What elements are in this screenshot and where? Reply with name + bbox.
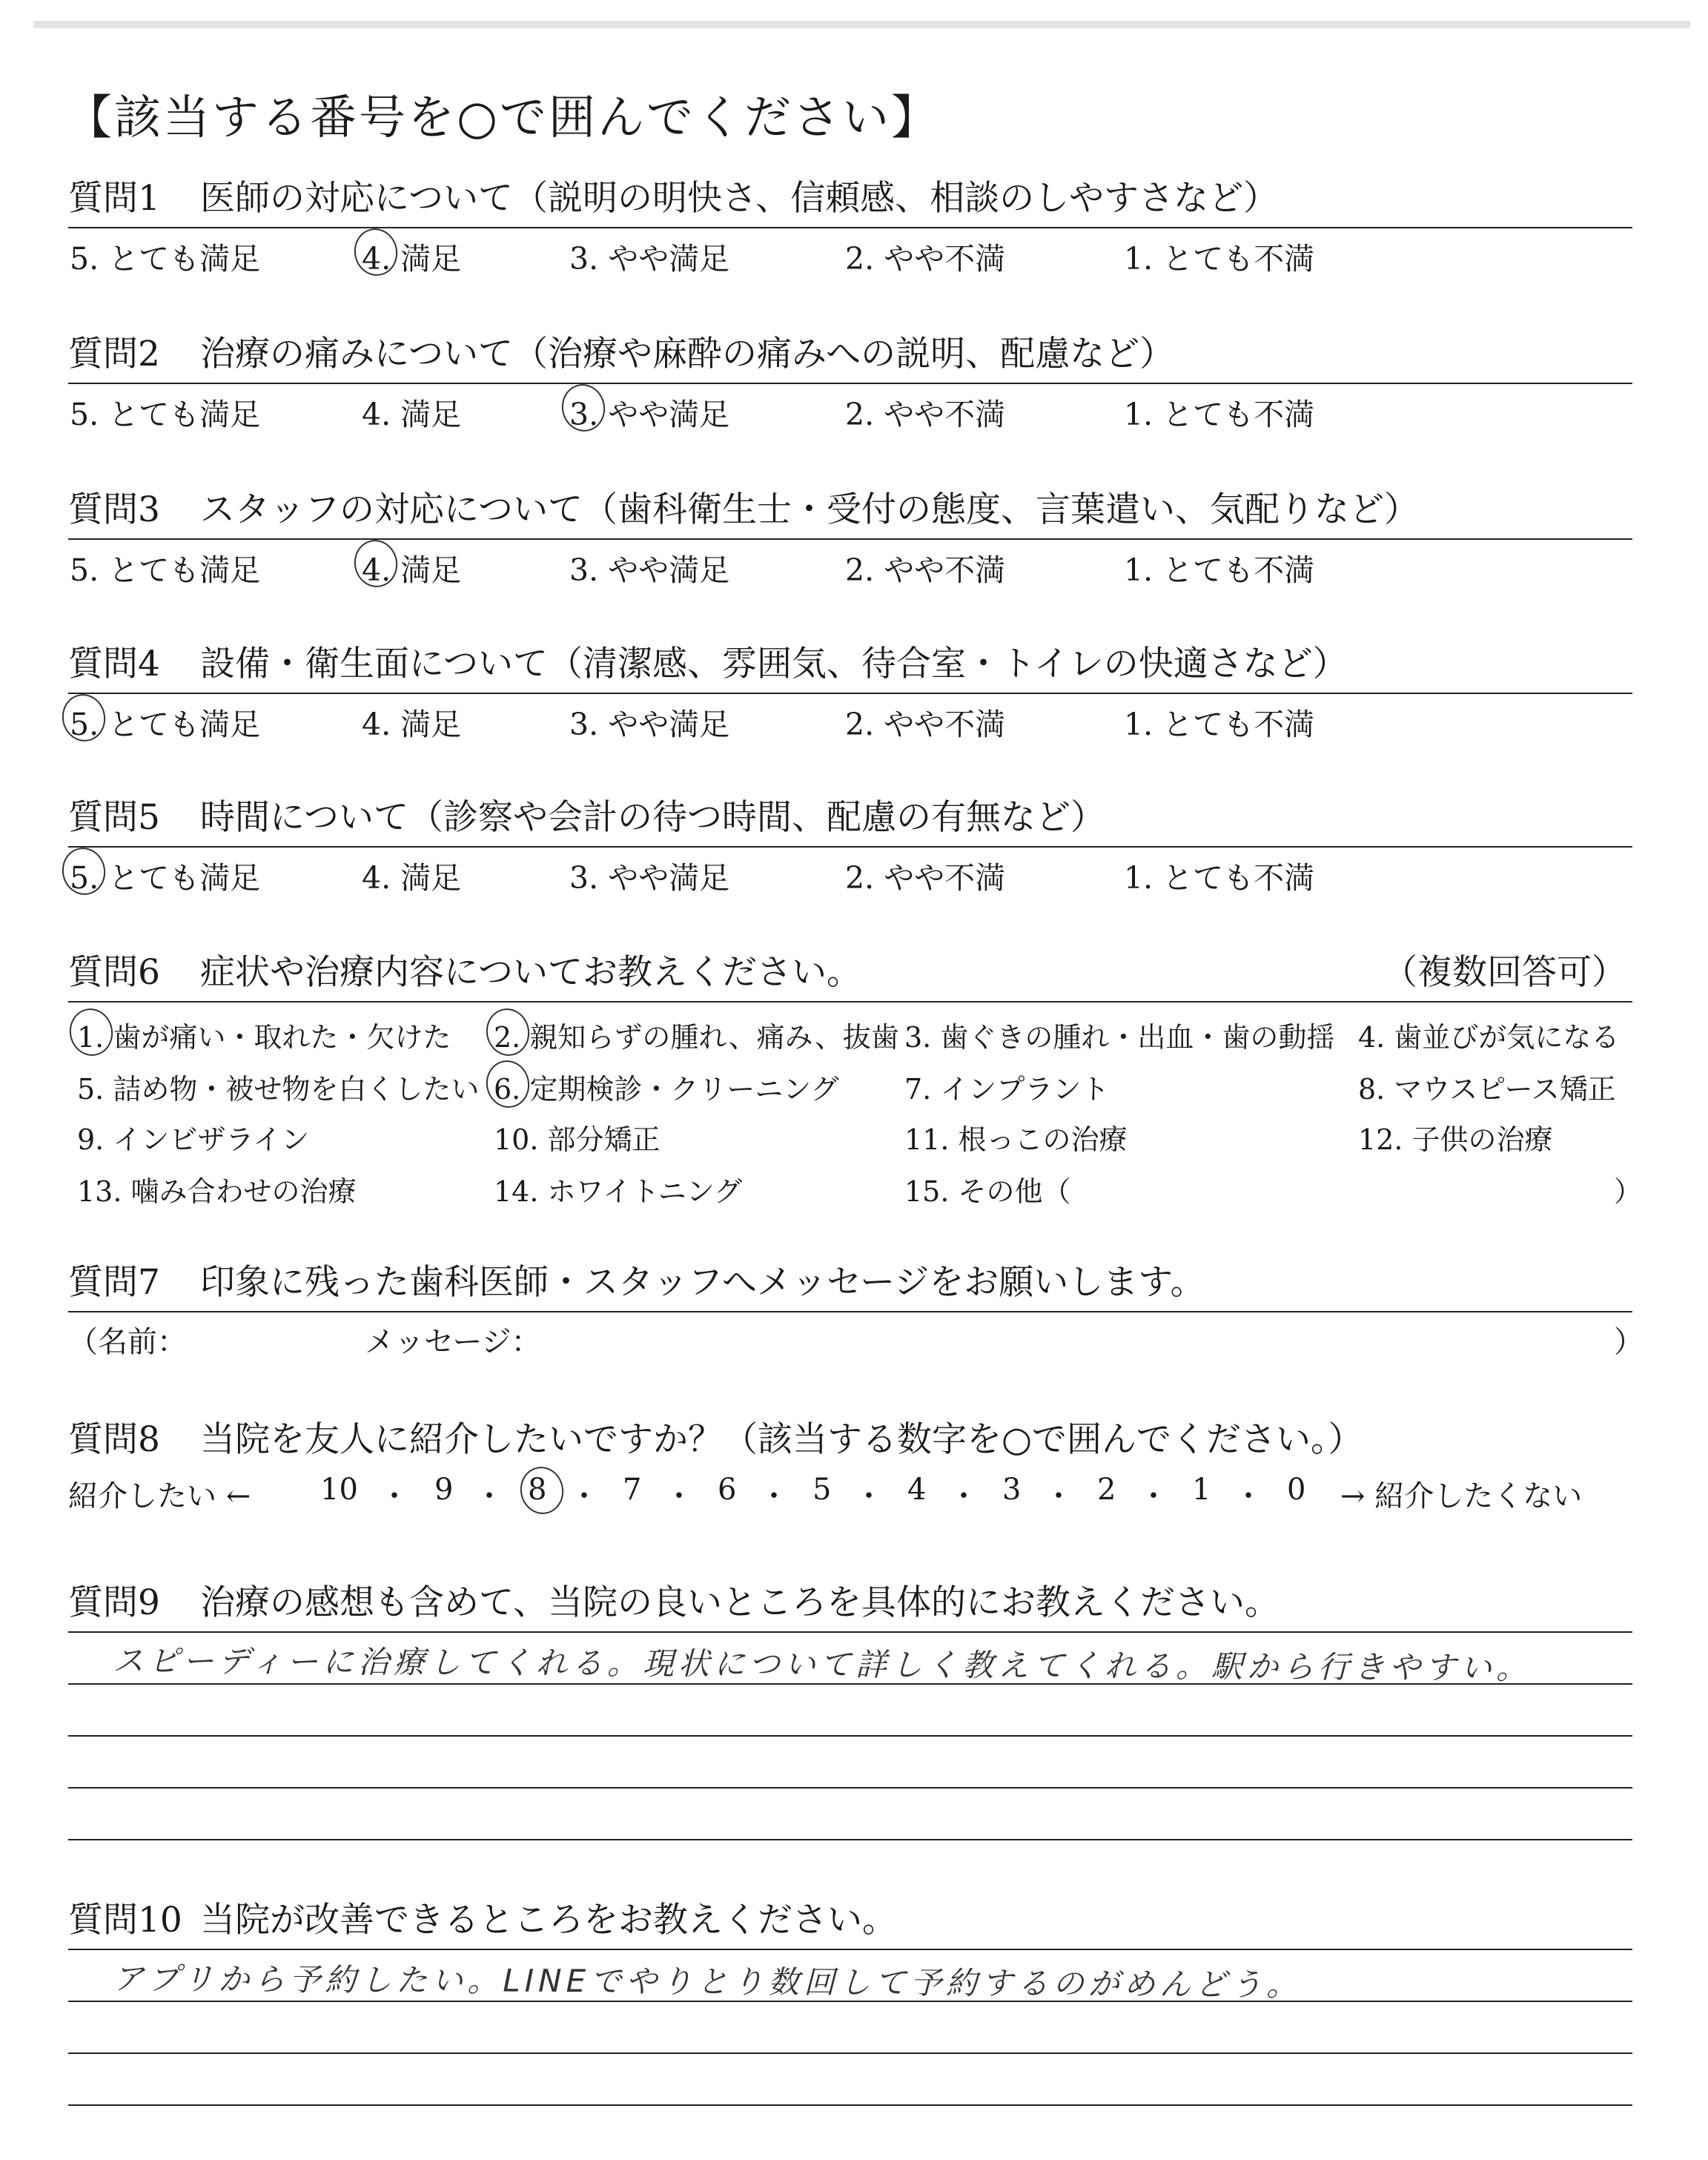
symptom-option-8[interactable]: 8. マウスピース矯正 — [1358, 1073, 1616, 1106]
scale-8-circled[interactable]: 8 — [528, 1473, 547, 1507]
symptom-option-13[interactable]: 13. 噛み合わせの治療 — [77, 1175, 357, 1208]
answer-line — [68, 2052, 1632, 2054]
answer-line — [68, 1631, 1632, 1633]
answer-line — [68, 1839, 1632, 1840]
symptom-option-15-other[interactable]: 15. その他（ — [904, 1175, 1071, 1208]
option-5-circled[interactable]: 5. とても満足 — [70, 700, 260, 744]
scale-dot: ・ — [759, 1479, 789, 1513]
answer-lines — [68, 1949, 1632, 2106]
multiple-answers-note: （複数回答可） — [1383, 952, 1626, 993]
scale-dot: ・ — [569, 1479, 599, 1513]
symptom-option-2-circled[interactable]: 2. 親知らずの腫れ、痛み、抜歯 — [494, 1014, 899, 1055]
symptom-option-7[interactable]: 7. インプラント — [904, 1073, 1110, 1106]
page-title: 【該当する番号を○で囲んでください】 — [65, 90, 940, 145]
question-3 — [68, 488, 1632, 588]
option-5[interactable]: 5. とても満足 — [70, 552, 261, 588]
symptom-option-4[interactable]: 4. 歯並びが気になる — [1358, 1021, 1620, 1054]
question-4 — [68, 642, 1632, 742]
other-close-paren: ） — [1614, 1175, 1643, 1208]
symptom-option-14[interactable]: 14. ホワイトニング — [494, 1175, 743, 1208]
option-5-circled[interactable]: 5. とても満足 — [70, 853, 260, 897]
rule — [68, 1001, 1632, 1003]
question-5 — [68, 796, 1632, 896]
scale-6[interactable]: 6 — [718, 1473, 737, 1507]
question-9 — [68, 1581, 1632, 1840]
rule — [68, 383, 1632, 384]
rule — [68, 227, 1632, 228]
question-6 — [68, 951, 1643, 1221]
scale-right-label: → 紹介したくない — [1340, 1479, 1583, 1513]
scale-dot: ・ — [1234, 1479, 1263, 1513]
question-title: 質問2 治療の痛みについて（治療や麻酔の痛みへの説明、配慮など） — [68, 334, 1175, 374]
scale-dot: ・ — [664, 1479, 694, 1513]
option-2[interactable]: 2. やや不満 — [845, 860, 1006, 896]
message-fields — [68, 1312, 1644, 1359]
question-1 — [68, 176, 1632, 277]
rating-options — [68, 851, 1632, 896]
option-4[interactable]: 4. 満足 — [362, 397, 462, 432]
question-title: 質問4 設備・衛生面について（清潔感、雰囲気、待合室・トイレの快適さなど） — [68, 644, 1348, 684]
option-4-circled[interactable]: 4. 満足 — [362, 546, 461, 589]
rating-options — [68, 387, 1632, 432]
option-1[interactable]: 1. とても不満 — [1124, 860, 1315, 896]
message-close-paren: ） — [1614, 1325, 1644, 1359]
rating-options — [68, 697, 1632, 742]
option-3[interactable]: 3. やや満足 — [569, 241, 730, 277]
rule — [68, 693, 1632, 694]
symptom-option-10[interactable]: 10. 部分矯正 — [494, 1123, 661, 1156]
option-2[interactable]: 2. やや不満 — [845, 397, 1006, 432]
rating-options — [68, 231, 1632, 277]
question-title: 質問6 症状や治療内容についてお教えください。 （複数回答可） — [68, 951, 1632, 995]
option-1[interactable]: 1. とても不満 — [1124, 397, 1315, 432]
option-5[interactable]: 5. とても満足 — [70, 241, 261, 277]
symptom-option-9[interactable]: 9. インビザライン — [77, 1123, 310, 1156]
question-10 — [68, 1898, 1632, 2106]
scale-left-label: 紹介したい ← — [68, 1479, 251, 1513]
scale-dot: ・ — [854, 1479, 884, 1513]
option-2[interactable]: 2. やや不満 — [845, 552, 1006, 588]
option-4[interactable]: 4. 満足 — [362, 707, 462, 742]
recommend-scale — [68, 1467, 1632, 1511]
message-label: メッセージ： — [365, 1325, 541, 1359]
option-3[interactable]: 3. やや満足 — [569, 860, 730, 896]
scale-dot: ・ — [380, 1479, 409, 1513]
handwritten-answer[interactable]: アプリから予約したい。LINEでやりとり数回して予約するのがめんどう。 — [112, 1960, 1302, 2004]
question-2 — [68, 332, 1632, 432]
option-3[interactable]: 3. やや満足 — [569, 552, 730, 588]
question-title: 質問9 治療の感想も含めて、当院の良いところを具体的にお教えください。 — [68, 1582, 1280, 1623]
rule — [68, 846, 1632, 848]
symptom-option-3[interactable]: 3. 歯ぐきの腫れ・出血・歯の動揺 — [904, 1021, 1335, 1054]
question-title: 質問7 印象に残った歯科医師・スタッフへメッセージをお願いします。 — [68, 1262, 1205, 1303]
handwritten-answer[interactable]: スピーディーに治療してくれる。現状について詳しく教えてくれる。駅から行きやすい。 — [112, 1642, 1532, 1687]
scan-edge — [33, 21, 1690, 28]
symptom-option-5[interactable]: 5. 詰め物・被せ物を白くしたい — [77, 1073, 480, 1106]
scale-dot: ・ — [1044, 1479, 1073, 1513]
scale-7[interactable]: 7 — [623, 1473, 642, 1507]
scale-4[interactable]: 4 — [907, 1473, 927, 1507]
scale-5[interactable]: 5 — [812, 1473, 832, 1507]
answer-line — [68, 2104, 1632, 2106]
question-8 — [68, 1418, 1632, 1511]
scale-2[interactable]: 2 — [1097, 1473, 1116, 1507]
question-title: 質問10 当院が改善できるところをお教えください。 — [68, 1900, 897, 1941]
option-1[interactable]: 1. とても不満 — [1124, 707, 1315, 742]
scale-0[interactable]: 0 — [1287, 1473, 1306, 1507]
option-5[interactable]: 5. とても満足 — [70, 397, 261, 432]
option-2[interactable]: 2. やや不満 — [845, 241, 1006, 277]
answer-line — [68, 1735, 1632, 1737]
question-title: 質問8 当院を友人に紹介したいですか？（該当する数字を○で囲んでください。） — [68, 1419, 1363, 1460]
scale-dot: ・ — [1139, 1479, 1168, 1513]
option-3[interactable]: 3. やや満足 — [569, 707, 730, 742]
rule — [68, 538, 1632, 540]
scale-1[interactable]: 1 — [1192, 1473, 1211, 1507]
symptom-option-12[interactable]: 12. 子供の治療 — [1358, 1123, 1553, 1156]
scale-dot: ・ — [474, 1479, 504, 1513]
option-4-circled[interactable]: 4. 満足 — [362, 234, 461, 278]
answer-lines — [68, 1631, 1632, 1840]
scale-10[interactable]: 10 — [320, 1473, 358, 1507]
option-3-circled[interactable]: 3. やや満足 — [569, 390, 729, 434]
question-7 — [68, 1261, 1644, 1359]
option-4[interactable]: 4. 満足 — [362, 860, 462, 896]
symptom-option-6-circled[interactable]: 6. 定期検診・クリーニング — [494, 1066, 839, 1107]
scale-9[interactable]: 9 — [434, 1473, 454, 1507]
scale-3[interactable]: 3 — [1002, 1473, 1022, 1507]
question-title: 質問3 スタッフの対応について（歯科衛生士・受付の態度、言葉遣い、気配りなど） — [68, 489, 1420, 530]
symptom-options — [68, 1005, 1643, 1221]
question-title: 質問1 医師の対応について（説明の明快さ、信頼感、相談のしやすさなど） — [68, 178, 1279, 219]
option-2[interactable]: 2. やや不満 — [845, 707, 1006, 742]
answer-line — [68, 1949, 1632, 1950]
answer-line — [68, 1787, 1632, 1789]
symptom-option-1-circled[interactable]: 1. 歯が痛い・取れた・欠けた — [77, 1014, 451, 1055]
scale-dot: ・ — [949, 1479, 979, 1513]
option-1[interactable]: 1. とても不満 — [1124, 241, 1315, 277]
option-1[interactable]: 1. とても不満 — [1124, 552, 1315, 588]
question-title: 質問5 時間について（診察や会計の待つ時間、配慮の有無など） — [68, 797, 1106, 838]
symptom-option-11[interactable]: 11. 根っこの治療 — [904, 1123, 1128, 1156]
rating-options — [68, 543, 1632, 588]
name-label: （名前： — [68, 1325, 187, 1359]
